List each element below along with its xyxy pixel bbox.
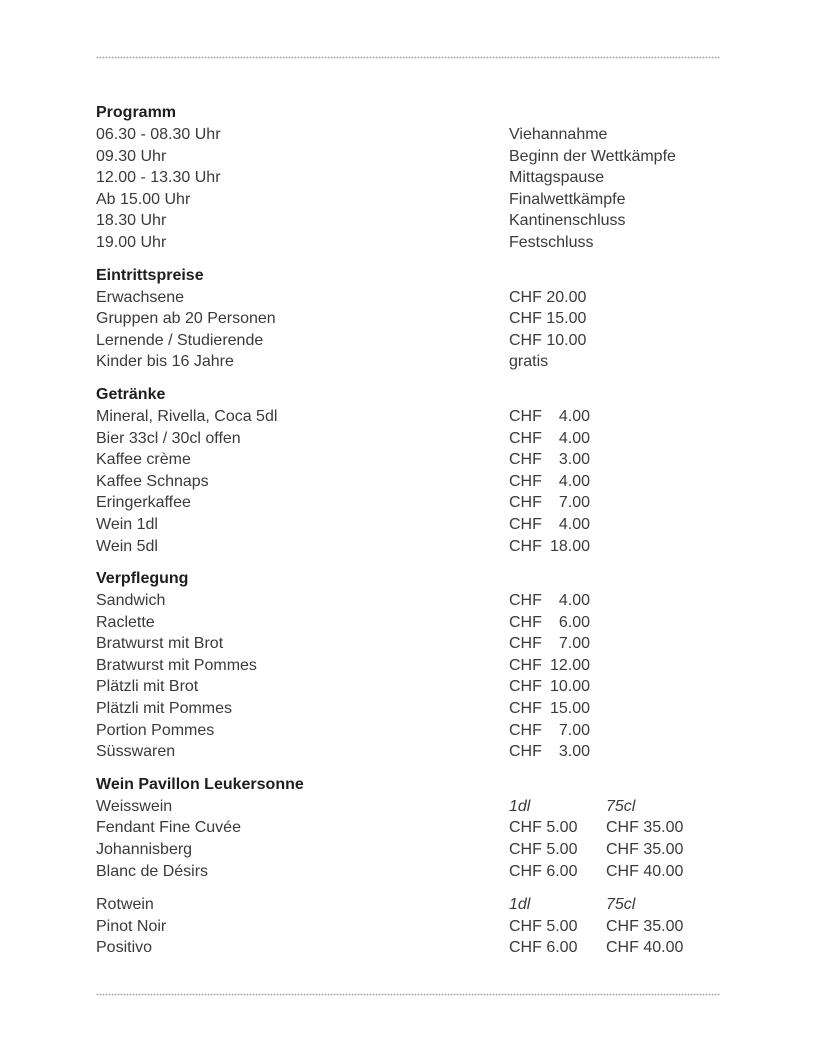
verpflegung-amount: 12.00: [549, 656, 590, 674]
wine-price-75cl: CHF 40.00: [606, 862, 684, 880]
getraenke-amount: 4.00: [558, 515, 590, 533]
currency-label: CHF: [509, 537, 542, 555]
programm-time: 18.30 Uhr: [96, 212, 167, 230]
wine-price-75cl: CHF 40.00: [606, 939, 684, 957]
price-list-document: [96, 102, 720, 959]
wine-price-75cl: CHF 35.00: [606, 841, 684, 859]
programm-row: [96, 146, 720, 168]
eintritt-row: [96, 287, 720, 309]
section-programm: [96, 102, 720, 254]
bottom-dotted-divider: [96, 993, 720, 999]
currency-label: CHF: [509, 494, 542, 512]
eintritt-price: CHF 10.00: [509, 331, 587, 349]
column-header-1dl: 1dl: [509, 896, 531, 914]
currency-label: CHF: [509, 592, 542, 610]
programm-row: [96, 189, 720, 211]
weisswein-heading: Weisswein: [96, 797, 173, 815]
currency-label: CHF: [509, 613, 542, 631]
eintritt-label: Erwachsene: [96, 288, 185, 306]
verpflegung-row: [96, 741, 720, 763]
wine-price-75cl: CHF 35.00: [606, 917, 684, 935]
currency-label: CHF: [509, 472, 542, 490]
programm-time: 12.00 - 13.30 Uhr: [96, 169, 221, 187]
wine-label: Johannisberg: [96, 841, 193, 859]
verpflegung-label: Plätzli mit Brot: [96, 678, 199, 696]
programm-event: Mittagspause: [509, 169, 605, 187]
programm-time: 09.30 Uhr: [96, 147, 167, 165]
getraenke-row: [96, 536, 720, 558]
eintritt-price: CHF 15.00: [509, 310, 587, 328]
getraenke-label: Bier 33cl / 30cl offen: [96, 429, 241, 447]
getraenke-label: Wein 1dl: [96, 515, 158, 533]
verpflegung-row: [96, 590, 720, 612]
getraenke-amount: 4.00: [558, 407, 590, 425]
verpflegung-label: Süsswaren: [96, 743, 176, 761]
wine-row: [96, 861, 720, 883]
currency-label: CHF: [509, 515, 542, 533]
programm-event: Finalwettkämpfe: [509, 190, 626, 208]
currency-label: CHF: [509, 678, 542, 696]
section-title-getraenke: Getränke: [96, 385, 166, 403]
top-dotted-divider: [96, 56, 720, 62]
verpflegung-label: Raclette: [96, 613, 155, 631]
rotwein-heading: Rotwein: [96, 896, 154, 914]
programm-row: [96, 124, 720, 146]
section-title-eintrittspreise: Eintrittspreise: [96, 266, 204, 284]
getraenke-row: [96, 428, 720, 450]
verpflegung-amount: 4.00: [558, 592, 590, 610]
section-title-verpflegung: Verpflegung: [96, 570, 189, 588]
wine-price-75cl: CHF 35.00: [606, 819, 684, 837]
verpflegung-row: [96, 633, 720, 655]
getraenke-row: [96, 406, 720, 428]
getraenke-label: Wein 5dl: [96, 537, 158, 555]
currency-label: CHF: [509, 700, 542, 718]
verpflegung-label: Portion Pommes: [96, 721, 215, 739]
programm-event: Beginn der Wettkämpfe: [509, 147, 676, 165]
eintritt-row: [96, 351, 720, 373]
column-header-75cl: 75cl: [606, 896, 636, 914]
eintritt-label: Lernende / Studierende: [96, 331, 264, 349]
section-verpflegung: [96, 568, 720, 763]
getraenke-amount: 4.00: [558, 472, 590, 490]
currency-label: CHF: [509, 743, 542, 761]
verpflegung-amount: 6.00: [558, 613, 590, 631]
getraenke-amount: 7.00: [558, 494, 590, 512]
getraenke-amount: 3.00: [558, 451, 590, 469]
verpflegung-row: [96, 612, 720, 634]
getraenke-label: Eringerkaffee: [96, 494, 191, 512]
programm-event: Kantinenschluss: [509, 212, 626, 230]
verpflegung-row: [96, 676, 720, 698]
eintritt-label: Gruppen ab 20 Personen: [96, 310, 276, 328]
wine-price-1dl: CHF 5.00: [509, 819, 578, 837]
section-title-programm: Programm: [96, 104, 177, 121]
getraenke-label: Kaffee Schnaps: [96, 472, 209, 490]
wine-row: [96, 916, 720, 938]
getraenke-row: [96, 471, 720, 493]
wine-label: Blanc de Désirs: [96, 862, 209, 880]
getraenke-label: Kaffee crème: [96, 451, 191, 469]
getraenke-row: [96, 492, 720, 514]
getraenke-row: [96, 449, 720, 471]
getraenke-amount: 4.00: [558, 429, 590, 447]
verpflegung-amount: 7.00: [558, 635, 590, 653]
section-wein-pavillon: [96, 774, 720, 959]
currency-label: CHF: [509, 721, 542, 739]
column-header-75cl: 75cl: [606, 797, 636, 815]
eintritt-label: Kinder bis 16 Jahre: [96, 353, 234, 371]
eintritt-row: [96, 330, 720, 352]
verpflegung-amount: 7.00: [558, 721, 590, 739]
wine-row: [96, 817, 720, 839]
weisswein-header-row: [96, 796, 720, 818]
wine-label: Pinot Noir: [96, 917, 167, 935]
verpflegung-label: Bratwurst mit Brot: [96, 635, 224, 653]
programm-time: 19.00 Uhr: [96, 233, 167, 251]
wine-row: [96, 839, 720, 861]
wine-price-1dl: CHF 6.00: [509, 862, 578, 880]
rotwein-header-row: [96, 894, 720, 916]
wine-price-1dl: CHF 5.00: [509, 841, 578, 859]
verpflegung-amount: 15.00: [549, 700, 590, 718]
section-eintrittspreise: [96, 265, 720, 373]
currency-label: CHF: [509, 407, 542, 425]
programm-time: Ab 15.00 Uhr: [96, 190, 191, 208]
verpflegung-label: Plätzli mit Pommes: [96, 700, 233, 718]
getraenke-amount: 18.00: [549, 537, 590, 555]
verpflegung-amount: 3.00: [558, 743, 590, 761]
currency-label: CHF: [509, 429, 542, 447]
verpflegung-row: [96, 655, 720, 677]
verpflegung-label: Bratwurst mit Pommes: [96, 656, 257, 674]
verpflegung-row: [96, 698, 720, 720]
section-getraenke: [96, 384, 720, 557]
getraenke-label: Mineral, Rivella, Coca 5dl: [96, 407, 278, 425]
verpflegung-row: [96, 720, 720, 742]
wine-price-1dl: CHF 6.00: [509, 939, 578, 957]
programm-time: 06.30 - 08.30 Uhr: [96, 126, 221, 143]
verpflegung-amount: 10.00: [549, 678, 590, 696]
wine-label: Fendant Fine Cuvée: [96, 819, 241, 837]
programm-row: [96, 210, 720, 232]
programm-row: [96, 232, 720, 254]
currency-label: CHF: [509, 656, 542, 674]
eintritt-price: gratis: [509, 353, 549, 371]
getraenke-row: [96, 514, 720, 536]
eintritt-price: CHF 20.00: [509, 288, 587, 306]
column-header-1dl: 1dl: [509, 797, 531, 815]
eintritt-row: [96, 308, 720, 330]
programm-row: [96, 167, 720, 189]
currency-label: CHF: [509, 635, 542, 653]
wine-row: [96, 937, 720, 959]
programm-event: Festschluss: [509, 233, 594, 251]
programm-event: Viehannahme: [509, 126, 608, 143]
currency-label: CHF: [509, 451, 542, 469]
wine-label: Positivo: [96, 939, 153, 957]
wine-price-1dl: CHF 5.00: [509, 917, 578, 935]
section-title-wein-pavillon: Wein Pavillon Leukersonne: [96, 775, 304, 793]
verpflegung-label: Sandwich: [96, 592, 166, 610]
